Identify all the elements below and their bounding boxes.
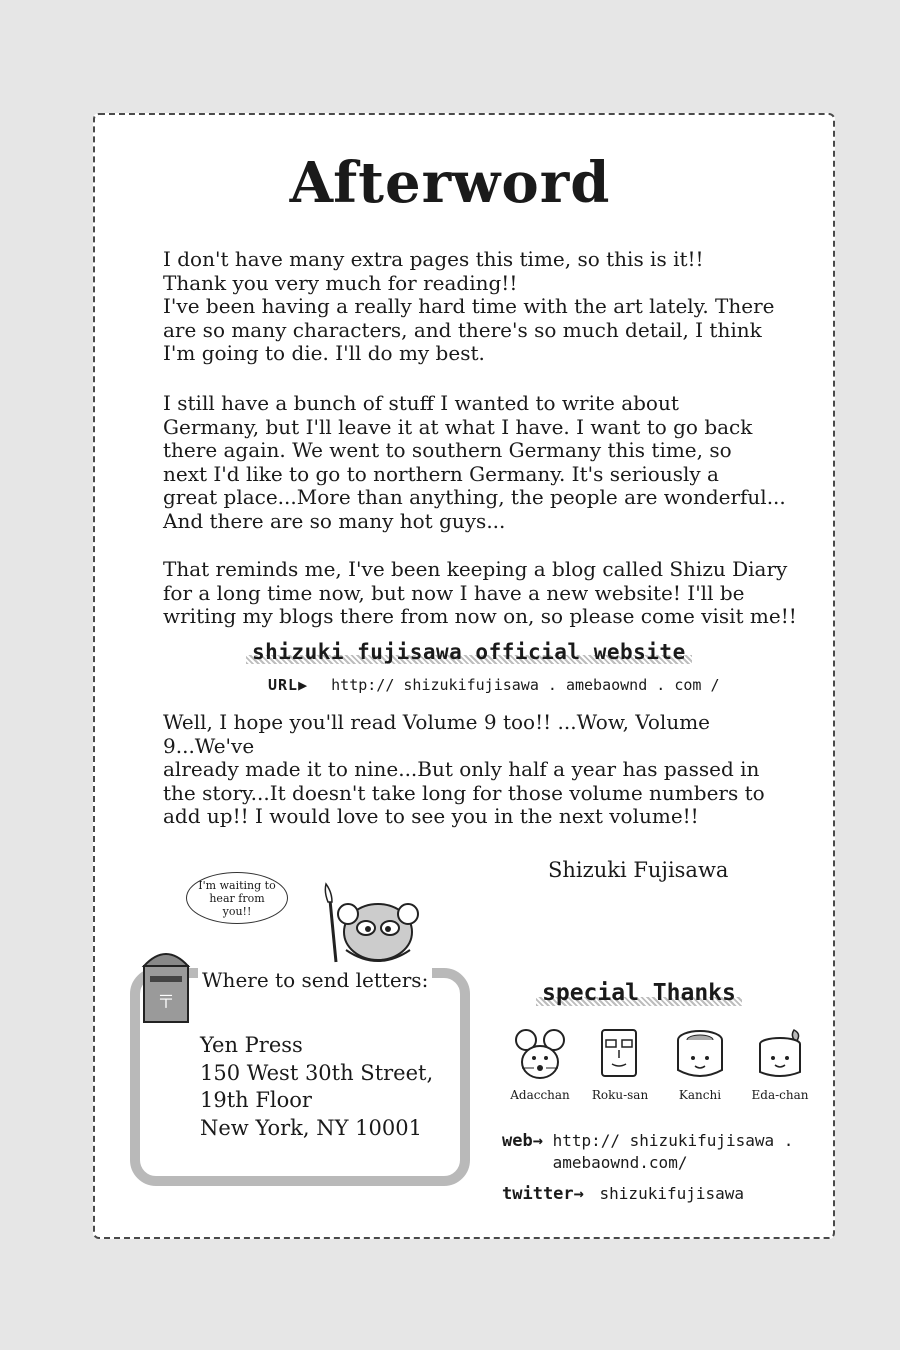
url-label: URL▶ <box>268 676 309 694</box>
friend-name: Roku-san <box>591 1088 649 1102</box>
friend-adacchan <box>500 1026 580 1102</box>
speech-bubble <box>186 872 288 924</box>
twitter-handle[interactable]: shizukifujisawa <box>599 1184 745 1203</box>
address-line-4: New York, NY 10001 <box>200 1115 422 1140</box>
web-label: web→ <box>502 1131 543 1151</box>
paragraph-3: That reminds me, I've been keeping a blog called Shizu Diary for a long time now, but now I have a new website! I'll be writing my blogs there from now on, so please come visit me!! <box>163 557 797 628</box>
friend-name: Adacchan <box>510 1088 570 1102</box>
page-title: Afterword <box>289 150 611 216</box>
paragraph-1: I don't have many extra pages this time, so this is it!! Thank you very much for reading!! I've been having a really hard time with the art lately. There are so many characters, and there's so much detail, I think I'm going to die. I'll do my best. <box>163 247 775 365</box>
mouse-icon <box>510 1026 570 1086</box>
friends-row <box>500 1026 820 1116</box>
tree-stump-icon <box>750 1026 810 1086</box>
friend-kanchi <box>660 1026 740 1102</box>
paragraph-4: Well, I hope you'll read Volume 9 too!! ...Wow, Volume 9...We've already made it to nine...But only half a year has passed in the story...It doesn't take long for those volume numbers to add up!! I would love to see you in the next volume!! <box>163 710 765 828</box>
address-line-3: 19th Floor <box>200 1088 312 1112</box>
svg-text:〒: 〒 <box>157 992 175 1013</box>
address-line-1: Yen Press <box>200 1033 303 1057</box>
speech-bubble-text: I'm waiting to hear from you!! <box>198 878 276 918</box>
web-row <box>502 1130 793 1174</box>
box-character-icon <box>590 1026 650 1086</box>
website-heading: shizuki fujisawa official website <box>246 640 692 664</box>
can-icon <box>670 1026 730 1086</box>
twitter-row <box>502 1184 744 1204</box>
author-signature: Shizuki Fujisawa <box>548 858 729 882</box>
mascot-with-pen-icon <box>318 880 428 972</box>
postbox-icon <box>140 948 192 1026</box>
mailing-address <box>200 1032 433 1142</box>
website-url[interactable]: http:// shizukifujisawa . amebaownd . com / <box>331 676 720 694</box>
address-line-2: 150 West 30th Street, <box>200 1060 434 1085</box>
paragraph-2: I still have a bunch of stuff I wanted to write about Germany, but I'll leave it at what I have. I want to go back there again. We went to southern Germany this time, so next I'd like to go to northern Germany. It's seriously a great place...More than anything, the people are wonderful... And there are so many hot guys... <box>163 391 786 533</box>
special-thanks-heading: special Thanks <box>536 980 742 1006</box>
friend-eda-chan <box>740 1026 820 1102</box>
web-url[interactable]: http:// shizukifujisawa . amebaownd.com/ <box>552 1131 794 1172</box>
friend-roku-san <box>580 1026 660 1102</box>
twitter-label: twitter→ <box>502 1184 584 1204</box>
letters-heading: Where to send letters: <box>198 968 432 992</box>
friend-name: Kanchi <box>678 1088 722 1102</box>
friend-name: Eda-chan <box>751 1088 809 1102</box>
website-url-row <box>268 676 719 694</box>
